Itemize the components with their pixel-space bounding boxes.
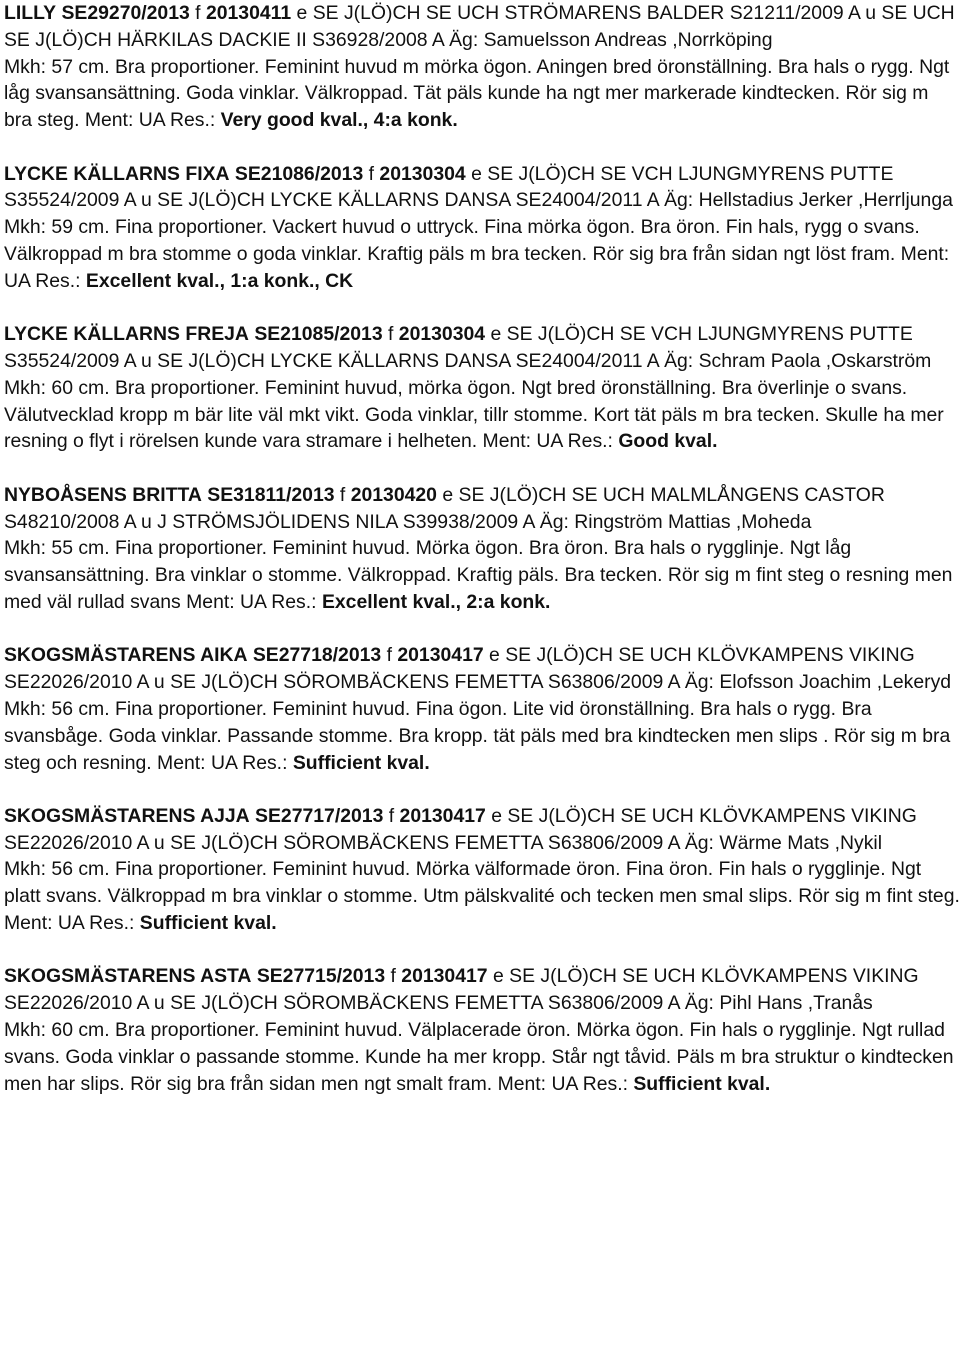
dog-name: LILLY (4, 2, 57, 24)
critique-text (4, 1017, 960, 1097)
dam: SE J(LÖ)CH SÖROMBÄCKENS FEMETTA S63806/2009 A (170, 831, 680, 854)
registration-number: SE27715/2013 (256, 965, 386, 988)
dog-entry (4, 482, 960, 616)
owner: Elofsson Joachim ,Lekeryd (719, 671, 952, 694)
sex: f (386, 644, 392, 667)
birth-date: 20130417 (401, 965, 488, 988)
dam-prefix: u (153, 992, 165, 1015)
registration-number: SE27718/2013 (252, 644, 382, 667)
critique: Mkh: 56 cm. Fina proportioner. Feminint huvud. Mörka välformade öron. Fina öron. Fin hals o rygglinje. Ngt platt svans. Välkroppad m bra vinklar o stomme. Utm pälskvalité och tecken men smal slips. Rör sig m fint steg. Ment: UA Res.: (4, 858, 960, 935)
entry-header (4, 321, 960, 375)
registration-number: SE27717/2013 (255, 804, 384, 827)
sire: SE J(LÖ)CH SE UCH STRÖMARENS BALDER S21211/2009 A (312, 2, 860, 24)
dam-prefix: u (153, 671, 165, 694)
dam-prefix: u (153, 831, 165, 854)
critique-text (4, 54, 960, 134)
entry-header (4, 963, 960, 1017)
critique: Mkh: 60 cm. Bra proportioner. Feminint huvud, mörka ögon. Ngt bred öronställning. Bra överlinje o svans. Välutvecklad kropp m bär lite väl mkt vikt. Goda vinklar, tillr stomme. Kort tät päls m bra tecken. Skulle ha mer resning o flyt i rörelsen kunde vara stramare i helheten. Ment: UA Res.: (4, 376, 944, 453)
entry-header (4, 642, 960, 696)
birth-date: 20130411 (205, 2, 292, 24)
sire: SE J(LÖ)CH SE UCH KLÖVKAMPENS VIKING SE22026/2010 A (4, 965, 919, 1015)
birth-date: 20130417 (397, 644, 484, 667)
owner-label: Äg: (684, 671, 714, 694)
result: Sufficient kval. (139, 912, 277, 935)
registration-number: SE31811/2013 (207, 483, 335, 506)
sire: SE J(LÖ)CH SE VCH LJUNGMYRENS PUTTE S35524/2009 A (4, 162, 894, 212)
birth-date: 20130420 (350, 483, 437, 506)
sire-prefix: e (491, 804, 502, 827)
dam: SE J(LÖ)CH SÖROMBÄCKENS FEMETTA S63806/2009 A (170, 671, 680, 694)
entry-header (4, 0, 960, 54)
dog-entry (4, 803, 960, 937)
owner-label: Äg: (684, 831, 714, 854)
entry-header (4, 161, 960, 215)
sire-prefix: e (492, 965, 504, 988)
critique-text (4, 856, 960, 936)
dam: J STRÖMSJÖLIDENS NILA S39938/2009 A (157, 510, 535, 533)
result: Sufficient kval. (633, 1072, 771, 1095)
registration-number: SE29270/2013 (61, 2, 190, 24)
critique-text (4, 535, 960, 615)
dog-entry (4, 963, 960, 1097)
entry-header (4, 482, 960, 536)
sire-prefix: e (489, 644, 500, 667)
dog-name: LYCKE KÄLLARNS FIXA (4, 162, 230, 185)
critique: Mkh: 55 cm. Fina proportioner. Feminint huvud. Mörka ögon. Bra öron. Bra hals o rygglinje. Ngt låg svansansättning. Bra vinklar o stomme. Välkroppad. Kraftig päls. Bra tecken. Rör sig m fint steg o resning men med väl rullad svans Ment: UA Res.: (4, 537, 953, 613)
owner: Schram Paola ,Oskarström (698, 349, 932, 372)
dam-prefix: u (140, 189, 152, 212)
owner-label: Äg: (684, 992, 714, 1015)
critique-text (4, 696, 960, 776)
critique: Mkh: 56 cm. Fina proportioner. Feminint huvud. Fina ögon. Lite vid öronställning. Bra hals o rygg. Bra svansbåge. Goda vinklar. Passande stomme. Bra kropp. tät päls med bra kindtecken men slips . Rör sig m bra steg och resning. Ment: UA Res.: (4, 697, 951, 774)
sire-prefix: e (442, 483, 454, 506)
owner: Pihl Hans ,Tranås (719, 992, 873, 1015)
sire-prefix: e (296, 2, 308, 24)
sire: SE J(LÖ)CH SE UCH KLÖVKAMPENS VIKING SE22026/2010 A (4, 644, 915, 694)
owner: Ringström Mattias ,Moheda (574, 510, 812, 533)
dam-prefix: u (140, 510, 152, 533)
birth-date: 20130304 (398, 323, 486, 346)
dog-entry (4, 642, 960, 776)
sex: f (388, 804, 395, 827)
sire: SE J(LÖ)CH SE VCH LJUNGMYRENS PUTTE S35524/2009 A (4, 323, 913, 372)
dam-prefix: u (140, 349, 152, 372)
result: Sufficient kval. (292, 751, 430, 774)
critique-text (4, 214, 960, 294)
sex: f (390, 965, 396, 988)
dog-name: SKOGSMÄSTARENS AIKA (4, 644, 248, 667)
registration-number: SE21086/2013 (234, 162, 364, 185)
dam: SE J(LÖ)CH SÖROMBÄCKENS FEMETTA S63806/2009 A (170, 992, 680, 1015)
critique-text (4, 375, 960, 455)
dog-name: SKOGSMÄSTARENS AJJA (4, 804, 250, 827)
dam: SE J(LÖ)CH LYCKE KÄLLARNS DANSA SE24004/2011 A (157, 349, 659, 372)
owner-label: Äg: (539, 510, 569, 533)
dam-prefix: u (865, 2, 877, 24)
owner: Hellstadius Jerker ,Herrljunga (698, 189, 953, 212)
dog-entry (4, 321, 960, 455)
owner-label: Äg: (664, 349, 694, 372)
critique: Mkh: 59 cm. Fina proportioner. Vackert huvud o uttryck. Fina mörka ögon. Bra öron. Fin hals, rygg o svans. Välkroppad m bra stomme o goda vinklar. Kraftig päls m bra tecken. Rör sig bra från sidan ngt löst fram. Ment: UA Res.: (4, 216, 950, 292)
birth-date: 20130417 (399, 804, 486, 827)
dog-name: SKOGSMÄSTARENS ASTA (4, 965, 252, 988)
registration-number: SE21085/2013 (254, 323, 383, 346)
owner-label: Äg: (664, 189, 694, 212)
birth-date: 20130304 (379, 162, 466, 185)
sire-prefix: e (490, 323, 502, 346)
critique: Mkh: 57 cm. Bra proportioner. Feminint huvud m mörka ögon. Aningen bred öronställning. Bra hals o rygg. Ngt låg svansansättning. Goda vinklar. Välkroppad. Tät päls kunde ha ngt mer markerade kindtecken. Rör sig m bra steg. Ment: UA Res.: (4, 55, 950, 132)
sire-prefix: e (471, 162, 482, 185)
sire: SE J(LÖ)CH SE UCH KLÖVKAMPENS VIKING SE22026/2010 A (4, 804, 917, 854)
sex: f (388, 323, 394, 346)
owner: Wärme Mats ,Nykil (719, 831, 883, 854)
sex: f (195, 2, 201, 24)
critique: Mkh: 60 cm. Bra proportioner. Feminint huvud. Välplacerade öron. Mörka ögon. Fin hals o rygglinje. Ngt rullad svans. Goda vinklar o passande stomme. Kunde ha mer kropp. Står ngt tåvid. Päls m bra struktur o kindtecken men har slips. Rör sig bra från sidan men ngt smalt fram. Ment: UA Res.: (4, 1019, 954, 1095)
dam: SE UCH SE J(LÖ)CH HÄRKILAS DACKIE II S36928/2008 A (4, 2, 955, 51)
sex: f (339, 483, 346, 506)
result: Very good kval., 4:a konk. (220, 109, 458, 132)
result: Excellent kval., 1:a konk., CK (85, 269, 354, 292)
owner: Samuelsson Andreas ,Norrköping (483, 28, 773, 51)
result: Excellent kval., 2:a konk. (321, 590, 551, 613)
result: Good kval. (618, 430, 718, 453)
owner-label: Äg: (449, 28, 479, 51)
sire: SE J(LÖ)CH SE UCH MALMLÅNGENS CASTOR S48210/2008 A (4, 483, 885, 533)
dog-entry (4, 0, 960, 134)
entry-header (4, 803, 960, 857)
dog-name: LYCKE KÄLLARNS FREJA (4, 323, 249, 346)
sex: f (368, 162, 375, 185)
dog-name: NYBOÅSENS BRITTA (4, 483, 202, 506)
dog-entry (4, 161, 960, 295)
dam: SE J(LÖ)CH LYCKE KÄLLARNS DANSA SE24004/2011 A (157, 189, 659, 212)
